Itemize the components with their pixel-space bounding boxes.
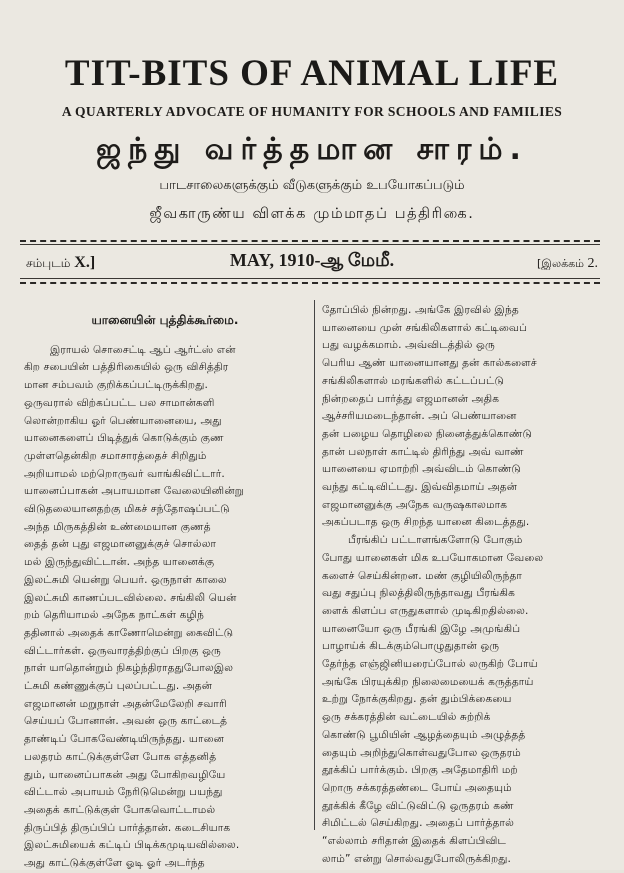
text-line: தேர்ந்த எஞ்ஜினியரைப்போல் லருகிற் போய் bbox=[322, 658, 538, 671]
text-line: தூக்கிப் பார்க்கும். பிறகு அதேமாதிரி மற் bbox=[322, 764, 518, 777]
text-line: தும், யானைப்பாகன் அது போகிறவழியே bbox=[24, 768, 226, 781]
right-text-block bbox=[322, 302, 612, 869]
text-line: நின்றதைப் பார்த்து எஜமானன் அதிக bbox=[322, 392, 500, 405]
text-line: எஜமானன் மறுநாள் அதன்மேலேறி சவாரி bbox=[24, 697, 227, 710]
text-line: வது சதுப்பு நிலத்திலிருந்தாவது பீரங்கிக bbox=[322, 587, 516, 600]
text-line: பலதரம் காட்டுக்குள்ளே போக எத்தனித் bbox=[24, 750, 217, 763]
bleed-through-text bbox=[40, 6, 600, 20]
text-line: செய்யப் போனான். அவன் ஒரு காட்டைத் bbox=[24, 715, 228, 728]
text-line: மல் இருந்துவிட்டான். அந்த யானைக்கு bbox=[24, 556, 215, 569]
text-line: பெரிய ஆண் யானையானது தன் கால்களைச் bbox=[322, 357, 537, 370]
text-line: தாண்டிப் போகவேண்டியிருந்தது. யானை bbox=[24, 733, 225, 746]
text-line: அறியாமல் மற்றொருவர் வாங்கிவிட்டார். bbox=[24, 467, 225, 480]
text-line: றம் தெரியாமல் அநேக நாட்கள் கழிந் bbox=[24, 609, 204, 622]
masthead-subtitle: A QUARTERLY ADVOCATE OF HUMANITY FOR SCHOOLS AND FAMILIES bbox=[61, 104, 563, 119]
text-line: சங்கிலிகளால் மரங்களில் கட்டப்பட்டு bbox=[322, 374, 505, 387]
number-label: [இலக்கம் bbox=[536, 257, 584, 270]
text-line: திருப்பித் திருப்பிப் பார்த்தான். கடைசியாக bbox=[24, 821, 231, 834]
tamil-tagline-2: ஜீவகாருண்ய விளக்க மும்மாதப் பத்திரிகை. bbox=[149, 206, 475, 222]
text-line: யானையை முன் சங்கிலிகளால் கட்டிவைப் bbox=[322, 321, 528, 334]
text-line: இலட்சுமி யென்று பெயர். ஒருநாள் காலை bbox=[24, 573, 227, 586]
bottom-dashed-rule bbox=[20, 282, 600, 284]
text-line: ததினால் அதைக் காணோமென்று கைவிட்டு bbox=[24, 626, 234, 639]
text-line: அதைக் காட்டுக்குள் போகவொட்டாமல் bbox=[24, 803, 216, 816]
masthead-title: TIT-BITS OF ANIMAL LIFE bbox=[64, 53, 560, 94]
text-line: தூக்கிக் கீழே விட்டுவிட்டு ஒருதரம் கண் bbox=[322, 799, 514, 812]
text-line: சிமிட்டல் செய்கிறது. அதைப் பார்த்தால் bbox=[322, 817, 514, 830]
issue-date: MAY, 1910-ஆ மேமீ. bbox=[229, 250, 395, 270]
article-column-right bbox=[322, 302, 612, 869]
text-line: விட்டால் அபாயம் நேரிடுமென்று பயந்து bbox=[24, 786, 223, 799]
text-line: தன் பழைய தொழிலை நினைத்துக்கொண்டு bbox=[322, 427, 533, 440]
text-line: வந்து கட்டிவிட்டது. இவ்விதமாய் அதன் bbox=[322, 481, 518, 494]
text-line: ட்சுமி கண்ணுக்குப் புலப்பட்டது. அதன் bbox=[24, 680, 213, 693]
text-line: யானையை ஏமாற்றி அவ்விடம் கொண்டு bbox=[322, 463, 521, 476]
top-thin-rule bbox=[20, 244, 600, 245]
text-line: யானையோ ஒரு பீரங்கி இழே அமுங்கிப் bbox=[322, 622, 521, 635]
top-dashed-rule bbox=[20, 240, 600, 242]
text-line: றொரு சக்கரத்தண்டை போய் அதையும் bbox=[322, 781, 512, 794]
volume-number: X.] bbox=[74, 254, 96, 271]
text-line: அங்கே பிரயுக்கிற நிலைமையைக் கருத்தாய் bbox=[322, 675, 534, 688]
text-line: விடுதலையானதற்கு மிகச் சந்தோஷப்பட்டு bbox=[24, 503, 230, 516]
text-line: ஒருவரால் விற்கப்பட்ட பல சாமான்களி bbox=[24, 396, 215, 409]
text-line: ஆச்சரியமடைந்தான். அப் பெண்யானை bbox=[322, 410, 517, 423]
text-line: அந்த மிருகத்தின் உண்மையான குணத் bbox=[24, 520, 211, 533]
text-line: பாழாய்க் கிடக்கும்பொழுதுதான் ஒரு bbox=[322, 640, 500, 653]
text-line: அது காட்டுக்குள்ளே ஓடி ஓர் அடர்ந்த bbox=[24, 857, 205, 870]
text-line: யானைப்பாகன் அபாயமான வேலையினின்று bbox=[24, 485, 244, 498]
number-value: 2. bbox=[587, 256, 598, 271]
text-line: கொண்டு பூமியின் ஆழத்தையும் அழுத்தத் bbox=[322, 728, 526, 741]
text-line: “எல்லாம் சரிதான் இதைக் கிளப்பிவிட bbox=[322, 835, 507, 848]
text-line: அகப்படாத ஒரு சிறந்த யானை கிடைத்தது. bbox=[322, 516, 530, 529]
text-line: இராயல் சொசைட்டி ஆப் ஆர்ட்ஸ் என் bbox=[50, 343, 236, 356]
text-line: மான சம்பவம் குறிக்கப்பட்டிருக்கிறது. bbox=[24, 379, 208, 392]
issue-number bbox=[537, 256, 598, 272]
left-text-block bbox=[24, 342, 306, 873]
text-line: பீரங்கிப் பட்டாளங்களோடு போகும் bbox=[348, 534, 523, 547]
article-heading: யானையின் புத்திக்கூர்மை. bbox=[91, 313, 239, 327]
text-line: கிற சபையின் பத்திரிகையில் ஒரு விசித்திர bbox=[24, 361, 229, 374]
text-line: யானைகளைப் பிடித்துக் கொடுக்கும் குண bbox=[24, 432, 224, 445]
text-line: விட்டார்கள். ஒருவாரத்திற்குப் பிறகு ஒரு bbox=[24, 644, 221, 657]
text-line: பது வழக்கமாம். அவ்விடத்தில் ஒரு bbox=[322, 339, 495, 352]
text-line: தைத் தன் புது எஜமானனுக்குச் சொல்லா bbox=[24, 538, 217, 551]
column-divider bbox=[314, 300, 315, 830]
text-line: இலட்சுமியைக் கட்டிப் பிடிக்கமுடியவில்லை. bbox=[24, 839, 240, 852]
text-line: லாம்” என்று சொல்வதுபோலிருக்கிறது. bbox=[322, 852, 512, 865]
tamil-masthead-title: ஜந்து வர்த்தமான சாரம். bbox=[96, 132, 528, 167]
text-line: தோப்பில் நின்றது. அங்கே இரவில் இந்த bbox=[322, 304, 519, 316]
volume-label: சம்புடம் bbox=[26, 256, 71, 270]
text-line: உற்று நோக்குகிறது. தன் தும்பிக்கையை bbox=[322, 693, 512, 706]
article-column-left bbox=[24, 300, 306, 873]
text-line: களைச் செய்கின்றன. மண் குழியிலிருந்தா bbox=[322, 569, 523, 582]
text-line: தான் பலநாள் காட்டில் திரிந்து அவ் வாண் bbox=[322, 445, 524, 458]
text-line: தையும் அறிந்துகொள்வதுபோல ஒருதரம் bbox=[322, 746, 521, 759]
text-line: ஒரு சக்கரத்தின் வட்டையில் சுற்றிக் bbox=[322, 711, 491, 724]
text-line: லொன்றாகிய ஓர் பெண்யானையை, அது bbox=[24, 414, 222, 427]
text-line: எஜமானனுக்கு அநேக வருஷகாலமாக bbox=[322, 498, 508, 511]
tamil-tagline-1: பாடசாலைகளுக்கும் வீடுகளுக்கும் உபயோகப்படும் bbox=[159, 178, 465, 193]
text-line: போது யானைகள் மிக உபயோகமான வேலை bbox=[322, 551, 544, 564]
bottom-thin-rule bbox=[20, 278, 600, 279]
text-line: ளைக் கிளப்ப எருதுகளால் முடிகிறதில்லை. bbox=[322, 604, 529, 617]
text-line: நாள் யாதொன்றும் நிகழ்ந்திராததுபோலஇல bbox=[24, 662, 234, 675]
text-line: முள்ளதென்கிற சமாசாரத்தைச் சிறிதும் bbox=[24, 449, 207, 462]
text-line: இலட்சுமி காணப்படவில்லை. சங்கிலி யென் bbox=[24, 591, 237, 604]
